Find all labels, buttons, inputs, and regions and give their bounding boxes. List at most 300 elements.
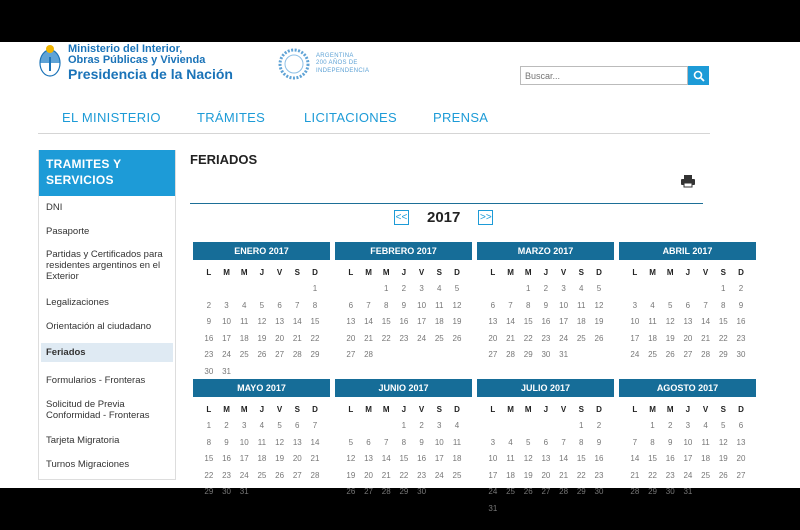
calendar-day[interactable]: 5 (596, 284, 602, 293)
calendar-day[interactable]: 5 (277, 421, 282, 430)
calendar-day[interactable]: 3 (419, 284, 424, 293)
calendar-day[interactable]: 16 (541, 317, 551, 326)
calendar-day[interactable]: 3 (437, 421, 442, 430)
calendar-day[interactable]: 15 (523, 317, 533, 326)
calendar-day[interactable]: 23 (736, 333, 746, 343)
calendar-day[interactable]: 2 (401, 284, 407, 293)
calendar-day[interactable]: 6 (348, 300, 354, 310)
calendar-day[interactable]: 10 (559, 300, 569, 310)
calendar-day[interactable]: 2 (206, 300, 212, 310)
month-grid (200, 264, 330, 380)
month-header: ENERO 2017 (193, 242, 330, 260)
calendar-day[interactable]: 24 (222, 350, 231, 359)
calendar-day[interactable]: 27 (541, 487, 551, 496)
ministry-name-line2: Obras Públicas y Vivienda (68, 54, 206, 66)
calendar-day[interactable]: 1 (650, 421, 655, 430)
search-button[interactable] (688, 66, 709, 85)
calendar-day[interactable]: 20 (488, 333, 498, 343)
calendar-day[interactable]: 5 (721, 421, 726, 430)
calendar-day[interactable]: 12 (523, 454, 533, 463)
weekday-label: S (720, 405, 726, 414)
calendar-day[interactable]: 31 (488, 503, 498, 513)
calendar-day[interactable]: 5 (348, 437, 354, 447)
calendar-day[interactable]: 19 (275, 454, 285, 463)
calendar-day[interactable]: 26 (275, 470, 285, 480)
calendar-day[interactable]: 26 (452, 333, 462, 343)
weekday-label: D (454, 405, 460, 414)
calendar-day[interactable]: 12 (346, 454, 356, 463)
month-header: JUNIO 2017 (335, 379, 472, 397)
calendar-day[interactable]: 10 (630, 317, 640, 326)
calendar-day[interactable]: 15 (204, 454, 214, 463)
calendar-day[interactable]: 14 (701, 317, 711, 326)
calendar-day[interactable]: 4 (241, 300, 247, 310)
calendar-day[interactable]: 8 (650, 437, 655, 447)
calendar-day[interactable]: 3 (241, 421, 247, 430)
search-input[interactable] (520, 66, 688, 85)
calendar-day[interactable]: 28 (630, 487, 640, 496)
calendar-day[interactable]: 14 (630, 454, 640, 463)
calendar-day[interactable]: 26 (594, 333, 604, 343)
calendar-day[interactable]: 11 (257, 437, 267, 447)
calendar-day[interactable]: 22 (576, 470, 586, 480)
calendar-day[interactable]: 30 (736, 350, 746, 359)
calendar-day[interactable]: 16 (204, 333, 214, 343)
calendar-day[interactable]: 21 (381, 470, 391, 480)
calendar-day[interactable]: 6 (685, 300, 691, 310)
empty-day (342, 418, 360, 435)
calendar-day[interactable]: 2 (419, 421, 424, 430)
calendar-day[interactable]: 10 (417, 300, 427, 310)
calendar-day[interactable]: 19 (718, 454, 728, 463)
calendar-day[interactable]: 17 (683, 454, 693, 463)
calendar-day[interactable]: 13 (683, 317, 693, 326)
calendar-day[interactable]: 24 (559, 333, 569, 343)
weekday-label: J (685, 268, 691, 277)
calendar-day[interactable]: 15 (718, 317, 728, 326)
calendar-day[interactable]: 31 (222, 366, 231, 376)
sidebar-item-dni[interactable]: DNI (46, 202, 63, 213)
calendar-day[interactable]: 16 (665, 454, 675, 463)
calendar-day[interactable]: 5 (454, 284, 460, 293)
calendar-day[interactable]: 4 (579, 284, 584, 293)
calendar-day[interactable]: 22 (310, 333, 320, 343)
sidebar-item-partidas[interactable]: Partidas y Certificados para residentes argentinos en el Exterior (46, 249, 163, 282)
calendar-day[interactable]: 14 (381, 454, 391, 463)
sidebar-item-formularios[interactable]: Formularios - Fronteras (46, 375, 146, 386)
calendar-day[interactable]: 23 (399, 333, 409, 343)
calendar-day[interactable]: 29 (648, 487, 657, 496)
calendar-day[interactable]: 9 (738, 300, 744, 310)
calendar-day[interactable]: 23 (594, 470, 604, 480)
calendar-day[interactable]: 22 (523, 333, 533, 343)
calendar-day[interactable]: 6 (366, 437, 371, 447)
calendar-day[interactable]: 8 (525, 300, 531, 310)
nav-el-ministerio[interactable]: EL MINISTERIO (62, 110, 161, 125)
calendar-day[interactable]: 18 (257, 454, 267, 463)
sidebar-item-feriados[interactable]: Feriados (41, 343, 173, 362)
calendar-day[interactable]: 30 (222, 487, 231, 496)
calendar-day[interactable]: 11 (577, 300, 586, 310)
calendar-day[interactable]: 12 (275, 437, 285, 447)
calendar-day[interactable]: 6 (738, 421, 744, 430)
weekday-label: M (649, 405, 656, 414)
empty-day (626, 418, 644, 435)
calendar-day[interactable]: 12 (257, 317, 267, 326)
nav-licitaciones[interactable]: LICITACIONES (304, 110, 397, 125)
calendar-day[interactable]: 22 (204, 470, 214, 480)
calendar-day[interactable]: 16 (594, 454, 604, 463)
calendar-day[interactable]: 4 (650, 300, 655, 310)
calendar-day[interactable]: 1 (579, 421, 584, 430)
calendar-day[interactable]: 1 (401, 421, 407, 430)
calendar-day[interactable]: 7 (703, 300, 708, 310)
calendar-day[interactable]: 3 (632, 300, 638, 310)
calendar-day[interactable]: 27 (346, 350, 356, 359)
calendar-day[interactable]: 7 (366, 300, 371, 310)
calendar-day[interactable]: 2 (738, 284, 744, 293)
calendar-day[interactable]: 15 (399, 454, 409, 463)
calendar-day[interactable]: 11 (506, 454, 515, 463)
calendar-day[interactable]: 19 (594, 317, 604, 326)
calendar-day[interactable]: 11 (648, 317, 657, 326)
calendar-day[interactable]: 14 (506, 317, 515, 326)
calendar-day[interactable]: 13 (541, 454, 551, 463)
calendar-day[interactable]: 18 (239, 333, 249, 343)
calendar-day[interactable]: 24 (434, 470, 444, 480)
calendar-day[interactable]: 3 (561, 284, 566, 293)
calendar-day[interactable]: 19 (523, 470, 533, 480)
calendar-day[interactable]: 16 (222, 454, 231, 463)
empty-day (342, 281, 360, 298)
bicentenario-logo (276, 46, 369, 82)
calendar-day[interactable]: 25 (648, 350, 657, 359)
weekday-label: L (206, 405, 212, 414)
calendar-day[interactable]: 26 (665, 350, 675, 359)
calendar-day[interactable]: 22 (381, 333, 391, 343)
calendar-day[interactable]: 24 (417, 333, 427, 343)
calendar-day[interactable]: 11 (701, 437, 710, 447)
calendar-day[interactable]: 13 (275, 317, 285, 326)
calendar-day[interactable]: 13 (488, 317, 498, 326)
weekday-label: L (632, 405, 638, 414)
calendar-day[interactable]: 26 (523, 487, 533, 496)
calendar-day[interactable]: 15 (648, 454, 657, 463)
calendar-day[interactable]: 4 (259, 421, 265, 430)
calendar-day[interactable]: 8 (206, 437, 212, 447)
calendar-day[interactable]: 17 (239, 454, 249, 463)
calendar-day[interactable]: 13 (364, 454, 373, 463)
weekday-label: S (294, 268, 300, 277)
calendar-day[interactable]: 26 (346, 487, 356, 496)
calendar-day[interactable]: 27 (275, 350, 285, 359)
calendar-day[interactable]: 10 (434, 437, 444, 447)
calendar-day[interactable]: 10 (222, 317, 231, 326)
calendar-day[interactable]: 16 (417, 454, 427, 463)
calendar-day[interactable]: 9 (419, 437, 424, 447)
sidebar-item-tarjeta[interactable]: Tarjeta Migratoria (46, 435, 120, 446)
calendar-day[interactable]: 4 (508, 437, 513, 447)
calendar-day[interactable]: 23 (204, 350, 214, 359)
calendar-day[interactable]: 28 (310, 470, 320, 480)
calendar-day[interactable]: 28 (364, 350, 373, 359)
sidebar-item-orientacion[interactable]: Orientación al ciudadano (46, 321, 152, 332)
calendar-day[interactable]: 14 (292, 317, 302, 326)
calendar-day[interactable]: 20 (736, 454, 746, 463)
calendar-day[interactable]: 7 (295, 300, 300, 310)
calendar-day[interactable]: 12 (594, 300, 604, 310)
calendar-day[interactable]: 20 (364, 470, 373, 480)
calendar-day[interactable]: 14 (310, 437, 320, 447)
calendar-day[interactable]: 14 (559, 454, 569, 463)
calendar-day[interactable]: 27 (736, 470, 746, 480)
calendar-day[interactable]: 7 (561, 437, 566, 447)
next-year-button[interactable]: >> (480, 212, 492, 223)
calendar-day[interactable]: 15 (310, 317, 320, 326)
calendar-day[interactable]: 31 (683, 487, 693, 496)
calendar-day[interactable]: 20 (346, 333, 356, 343)
calendar-day[interactable]: 20 (275, 333, 285, 343)
calendar-day[interactable]: 17 (434, 454, 444, 463)
calendar-day[interactable]: 2 (224, 421, 229, 430)
weekday-label: M (666, 268, 674, 277)
month-header: MARZO 2017 (477, 242, 614, 260)
weekday-label: V (418, 405, 425, 414)
calendar-day[interactable]: 27 (292, 470, 302, 480)
calendar-day[interactable]: 25 (452, 470, 462, 480)
calendar-day[interactable]: 28 (701, 350, 711, 359)
calendar-day[interactable]: 30 (417, 487, 427, 496)
calendar-day[interactable]: 29 (399, 487, 409, 496)
empty-day (697, 281, 715, 298)
calendar-day[interactable]: 4 (703, 421, 708, 430)
calendar-day[interactable]: 28 (381, 487, 391, 496)
calendar-day[interactable]: 20 (683, 333, 693, 343)
calendar-day[interactable]: 17 (488, 470, 498, 480)
calendar-day[interactable]: 6 (295, 421, 300, 430)
calendar-day[interactable]: 21 (292, 333, 302, 343)
calendar-day[interactable]: 27 (364, 487, 373, 496)
calendar-day[interactable]: 7 (312, 421, 318, 430)
calendar-day[interactable]: 11 (240, 317, 249, 326)
sidebar-item-previa-conformidad[interactable]: Solicitud de Previa Conformidad - Fronteras (46, 399, 150, 421)
weekday-label: M (240, 405, 248, 414)
title-divider (190, 203, 703, 204)
nav-prensa[interactable]: PRENSA (433, 110, 489, 125)
calendar-day[interactable]: 17 (417, 317, 427, 326)
calendar-day[interactable]: 17 (630, 333, 640, 343)
presidency-name: Presidencia de la Nación (68, 66, 233, 82)
empty-day (360, 281, 378, 298)
calendar-day[interactable]: 22 (648, 470, 657, 480)
calendar-day[interactable]: 21 (630, 470, 640, 480)
weekday-label: L (632, 268, 638, 277)
calendar-day[interactable]: 19 (257, 333, 267, 343)
calendar-day[interactable]: 18 (648, 333, 657, 343)
calendar-day[interactable]: 8 (401, 437, 407, 447)
calendar-day[interactable]: 10 (683, 437, 693, 447)
weekday-label: L (206, 268, 212, 277)
calendar-day[interactable]: 1 (206, 421, 212, 430)
sidebar-item-legalizaciones[interactable]: Legalizaciones (46, 297, 109, 308)
calendar-day[interactable]: 18 (506, 470, 515, 480)
prev-year-button[interactable]: << (395, 212, 408, 223)
calendar-day[interactable]: 25 (701, 470, 711, 480)
calendar-day[interactable]: 19 (346, 470, 356, 480)
nav-tramites[interactable]: TRÁMITES (197, 110, 266, 125)
calendar-day[interactable]: 7 (508, 300, 513, 310)
calendar-day[interactable]: 2 (543, 284, 549, 293)
weekday-label: D (454, 268, 460, 277)
calendar-day[interactable]: 25 (576, 333, 586, 343)
calendar-day[interactable]: 2 (596, 421, 602, 430)
calendar-day[interactable]: 30 (204, 366, 214, 376)
calendar-day[interactable]: 25 (434, 333, 444, 343)
calendar-day[interactable]: 13 (346, 317, 356, 326)
calendar-day[interactable]: 6 (490, 300, 496, 310)
calendar-day[interactable]: 24 (683, 470, 693, 480)
calendar-day[interactable]: 12 (718, 437, 728, 447)
calendar-day[interactable]: 28 (559, 487, 569, 496)
calendar-day[interactable]: 23 (417, 470, 427, 480)
calendar-day[interactable]: 5 (525, 437, 531, 447)
calendar-day[interactable]: 28 (506, 350, 515, 359)
calendar-day[interactable]: 15 (381, 317, 391, 326)
sidebar-item-pasaporte[interactable]: Pasaporte (46, 226, 90, 237)
calendar-day[interactable]: 29 (204, 487, 214, 496)
calendar-day[interactable]: 23 (541, 333, 551, 343)
calendar-day[interactable]: 29 (523, 350, 533, 359)
calendar-day[interactable]: 29 (576, 487, 586, 496)
calendar-day[interactable]: 31 (559, 350, 569, 359)
print-icon[interactable] (680, 174, 696, 188)
calendar-day[interactable]: 18 (576, 317, 586, 326)
calendar-day[interactable]: 1 (312, 284, 318, 293)
calendar-day[interactable]: 25 (257, 470, 267, 480)
calendar-day[interactable]: 16 (736, 317, 746, 326)
calendar-day[interactable]: 26 (718, 470, 728, 480)
month-grid (626, 264, 756, 364)
calendar-day[interactable]: 11 (452, 437, 462, 447)
calendar-day[interactable]: 1 (383, 284, 389, 293)
calendar-day[interactable]: 3 (490, 437, 496, 447)
calendar-day[interactable]: 19 (452, 317, 462, 326)
calendar-day[interactable]: 28 (292, 350, 302, 359)
calendar-day[interactable]: 18 (434, 317, 444, 326)
calendar-day[interactable]: 9 (224, 437, 229, 447)
calendar-day[interactable]: 8 (312, 300, 318, 310)
calendar-day[interactable]: 8 (579, 437, 584, 447)
calendar-day[interactable]: 8 (721, 300, 726, 310)
month-calendar (477, 379, 614, 517)
calendar-day[interactable]: 5 (667, 300, 673, 310)
calendar-day[interactable]: 7 (632, 437, 638, 447)
page (0, 42, 800, 513)
calendar-day[interactable]: 15 (576, 454, 586, 463)
calendar-day[interactable]: 1 (525, 284, 531, 293)
calendar-day[interactable]: 21 (310, 454, 320, 463)
calendar-day[interactable]: 21 (559, 470, 569, 480)
calendar-day[interactable]: 30 (594, 487, 604, 496)
calendar-day[interactable]: 22 (399, 470, 409, 480)
calendar-day[interactable]: 13 (292, 437, 302, 447)
search-icon (693, 70, 705, 82)
calendar-day[interactable]: 23 (665, 470, 675, 480)
sidebar-title (39, 150, 175, 196)
calendar-day[interactable]: 26 (257, 350, 267, 359)
calendar-day[interactable]: 29 (310, 350, 320, 359)
calendar-day[interactable]: 12 (665, 317, 675, 326)
calendar-day[interactable]: 2 (667, 421, 673, 430)
sidebar-item-turnos[interactable]: Turnos Migraciones (46, 459, 130, 470)
calendar-day[interactable]: 24 (488, 487, 498, 496)
calendar-day[interactable]: 9 (667, 437, 673, 447)
calendar-day[interactable]: 27 (683, 350, 693, 359)
calendar-day[interactable]: 9 (401, 300, 407, 310)
calendar-day[interactable]: 12 (452, 300, 462, 310)
calendar-day[interactable]: 1 (721, 284, 726, 293)
calendar-day[interactable]: 18 (701, 454, 711, 463)
calendar-day[interactable]: 24 (239, 470, 249, 480)
calendar-day[interactable]: 21 (364, 333, 373, 343)
calendar-day[interactable]: 22 (718, 333, 728, 343)
weekday-label: M (382, 405, 390, 414)
calendar-day[interactable]: 18 (452, 454, 462, 463)
calendar-day[interactable]: 30 (541, 350, 551, 359)
calendar-day[interactable]: 20 (541, 470, 551, 480)
weekday-label: M (223, 268, 230, 277)
calendar-day[interactable]: 8 (383, 300, 389, 310)
calendar-day[interactable]: 23 (222, 470, 231, 480)
calendar-day[interactable]: 17 (222, 333, 231, 343)
calendar-day[interactable]: 21 (701, 333, 711, 343)
calendar-day[interactable]: 24 (630, 350, 640, 359)
calendar-day[interactable]: 4 (437, 284, 442, 293)
calendar-day[interactable]: 25 (239, 350, 249, 359)
calendar-day[interactable]: 14 (364, 317, 373, 326)
calendar-day[interactable]: 9 (596, 437, 602, 447)
calendar-day[interactable]: 9 (543, 300, 549, 310)
calendar-day[interactable]: 29 (718, 350, 728, 359)
calendar-day[interactable]: 25 (506, 487, 515, 496)
calendar-day[interactable]: 17 (559, 317, 569, 326)
calendar-day[interactable]: 16 (399, 317, 409, 326)
calendar-day[interactable]: 30 (665, 487, 675, 496)
weekday-label: M (240, 268, 248, 277)
calendar-day[interactable]: 4 (454, 421, 460, 430)
calendar-day[interactable]: 9 (206, 317, 212, 326)
calendar-day[interactable]: 3 (685, 421, 691, 430)
calendar-day[interactable]: 27 (488, 350, 498, 359)
calendar-day[interactable]: 3 (224, 300, 229, 310)
calendar-day[interactable]: 10 (239, 437, 249, 447)
ministry-logo[interactable] (38, 44, 233, 81)
calendar-day[interactable]: 11 (435, 300, 444, 310)
calendar-day[interactable]: 6 (277, 300, 282, 310)
calendar-day[interactable]: 13 (736, 437, 746, 447)
weekday-label: J (685, 405, 691, 414)
calendar-day[interactable]: 7 (383, 437, 389, 447)
calendar-day[interactable]: 10 (488, 454, 498, 463)
weekday-label: M (507, 268, 514, 277)
weekday-label: M (666, 405, 674, 414)
calendar-day[interactable]: 21 (506, 333, 515, 343)
calendar-day[interactable]: 31 (239, 487, 249, 496)
calendar-day[interactable]: 20 (292, 454, 302, 463)
calendar-day[interactable]: 6 (543, 437, 549, 447)
calendar-day[interactable]: 19 (665, 333, 675, 343)
calendar-day[interactable]: 5 (259, 300, 265, 310)
